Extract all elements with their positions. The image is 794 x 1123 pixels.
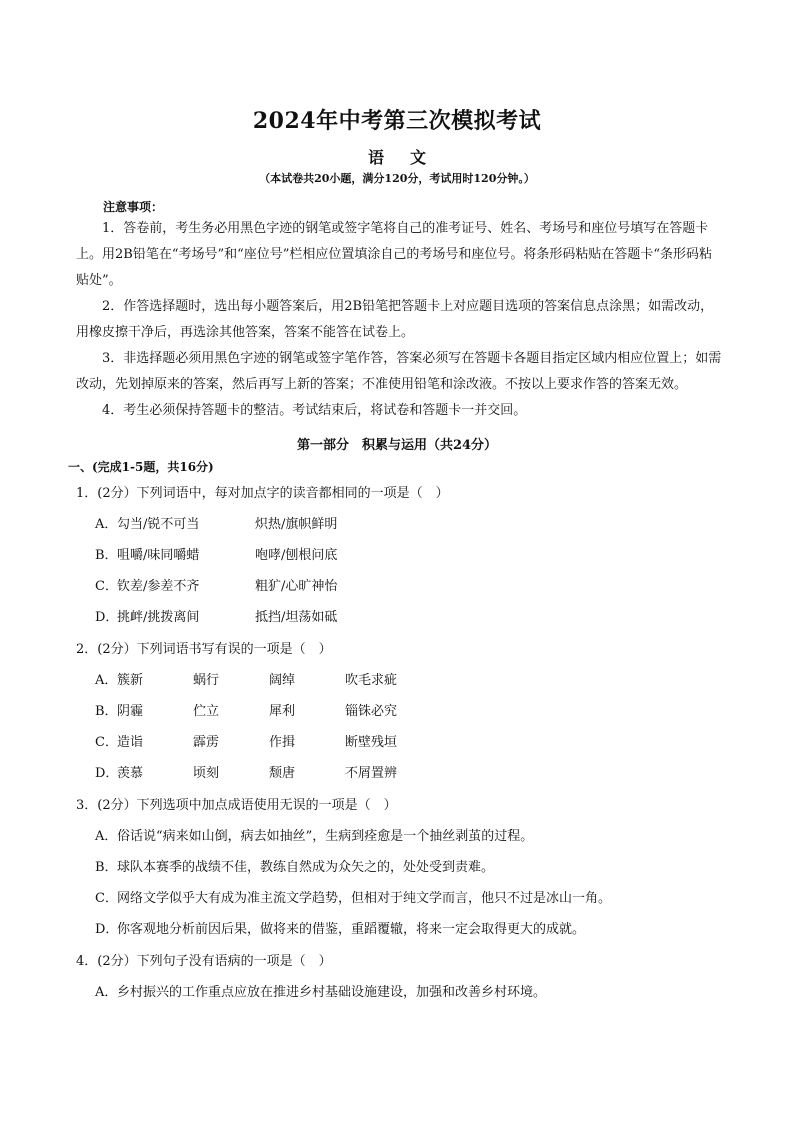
- question-3-option-a: A．俗话说“病来如山倒，病去如抽丝”，生病到痊愈是一个抽丝剥茧的过程。: [95, 829, 534, 844]
- notice-heading: 注意事项：: [103, 200, 164, 214]
- question-2-option-b: B．阴霾 伫立 犀利 锱铢必究: [95, 704, 398, 719]
- question-2-option-a: A．簇新 蜗行 阔绰 吹毛求疵: [95, 673, 398, 688]
- question-2-option-c: C．造诣 霹雳 作揖 断壁残垣: [95, 735, 398, 750]
- question-1-option-c: C．钦差/参差不齐 粗犷/心旷神怡: [95, 579, 338, 594]
- question-3-option-c: C．网络文学似乎大有成为准主流文学趋势，但相对于纯文学而言，他只不过是冰山一角。: [95, 891, 612, 906]
- notice-item-1: 1．答卷前，考生务必用黑色字迹的钢笔或签字笔将自己的准考证号、姓名、考场号和座位号填写在答题卡上。用2B铅笔在“考场号”和“座位号”栏相应位置填涂自己的考场号和座位号。将条形码粘贴在答题卡“条形码粘贴处”。: [76, 221, 713, 288]
- subject-title: 语文: [367, 148, 452, 167]
- question-4-option-a: A．乡村振兴的工作重点应放在推进乡村基础设施建设，加强和改善乡村环境。: [95, 985, 547, 1000]
- question-1-option-a: A．勾当/锐不可当 炽热/旗帜鲜明: [95, 517, 338, 532]
- page-title: 2024年中考第三次模拟考试: [252, 108, 542, 134]
- exam-info: （本试卷共20小题，满分120分，考试用时120分钟。）: [259, 172, 535, 185]
- notice-item-4: 4．考生必须保持答题卡的整洁。考试结束后，将试卷和答题卡一并交回。: [102, 403, 527, 418]
- question-4-stem: 4．(2分）下列句子没有语病的一项是（ ）: [76, 954, 332, 969]
- question-2-option-d: D．羡慕 顷刻 颓唐 不屑置辨: [95, 766, 398, 781]
- notice-item-2: 2．作答选择题时，选出每小题答案后，用2B铅笔把答题卡上对应题目选项的答案信息点涂黑；如需改动，用橡皮擦干净后，再选涂其他答案，答案不能答在试卷上。: [76, 299, 714, 340]
- question-2-stem: 2．(2分）下列词语书写有误的一项是（ ）: [76, 642, 332, 657]
- question-3-option-b: B．球队本赛季的战绩不佳，教练自然成为众矢之的，处处受到责难。: [95, 860, 495, 875]
- question-3-stem: 3．(2分）下列选项中加点成语使用无误的一项是（ ）: [76, 798, 397, 813]
- group-title: 一、(完成1-5题，共16分): [68, 460, 214, 474]
- question-1-option-b: B．咀嚼/味同嚼蜡 咆哮/刨根问底: [95, 548, 338, 563]
- question-3-option-d: D．你客观地分析前因后果，做将来的借鉴，重蹈覆辙，将来一定会取得更大的成就。: [95, 922, 586, 937]
- question-1-stem: 1．(2分）下列词语中，每对加点字的读音都相同的一项是（ ）: [76, 486, 449, 501]
- question-1-option-d: D．挑衅/挑拨离间 抵挡/坦荡如砥: [95, 610, 338, 625]
- section-title: 第一部分 积累与运用（共24分）: [296, 438, 498, 453]
- notice-item-3: 3．非选择题必须用黑色字迹的钢笔或签字笔作答，答案必须写在答题卡各题目指定区域内相应位置上；如需改动，先划掉原来的答案，然后再写上新的答案；不准使用铅笔和涂改液。不按以上要求作答的答案无效。: [76, 351, 722, 392]
